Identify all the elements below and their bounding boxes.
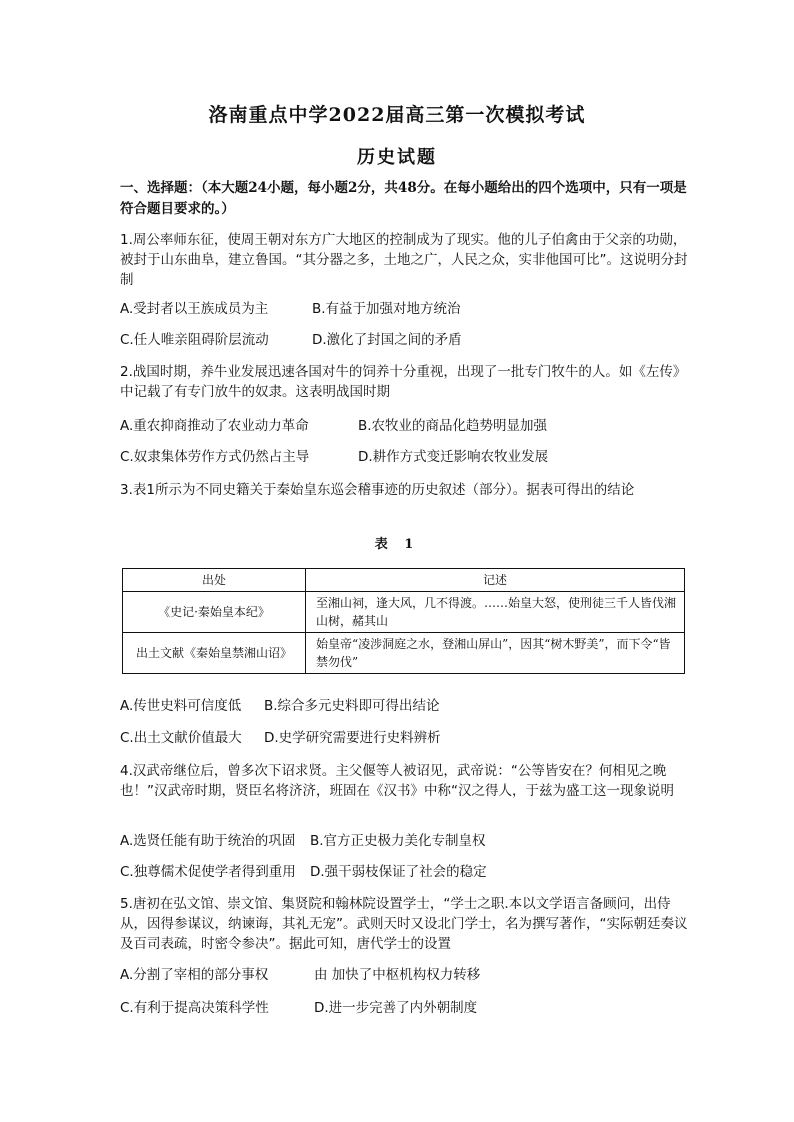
table-row <box>123 592 685 633</box>
question-2-option-d: D.耕作方式变迁影响农牧业发展 <box>358 449 549 465</box>
question-1-option-a: A.受封者以王族成员为主 <box>120 301 269 317</box>
section-instructions: 一、选择题：（本大题24小题，每小题2分，共48分。在每小题给出的四个选项中，只有一项是符合题目要求的。） <box>120 180 687 217</box>
question-1-option-b: B.有益于加强对地方统治 <box>312 301 461 317</box>
question-4-stem: 4.汉武帝继位后，曾多次下诏求贤。主父偃等人被诏见，武帝说：“公等皆安在？何相见之晚也！”汉武帝时期，贤臣名将济济，班固在《汉书》中称“汉之得人，于兹为盛工这一现象说明 <box>120 763 674 799</box>
question-4-option-b: B.官方正史极力美化专制皇权 <box>310 833 486 849</box>
table-cell-source: 《史记·秦始皇本纪》 <box>123 592 306 633</box>
question-2-option-a: A.重农抑商推动了农业动力革命 <box>120 418 309 434</box>
question-5-option-a: A.分割了宰相的部分事权 <box>120 967 269 983</box>
question-4-option-d: D.强干弱枝保证了社会的稳定 <box>310 864 487 880</box>
table-caption: 表 1 <box>374 537 420 552</box>
question-2-option-b: B.农牧业的商品化趋势明显加强 <box>358 418 548 434</box>
question-3-option-d: D.史学研究需要进行史料辨析 <box>264 730 441 746</box>
question-1-option-d: D.激化了封国之间的矛盾 <box>312 332 462 348</box>
question-1-stem: 1.周公率师东征，使周王朝对东方广大地区的控制成为了现实。他的儿子伯禽由于父亲的功勋，被封于山东曲阜，建立鲁国。“其分器之多，土地之广，人民之众，实非他国可比”。这说明分封制 <box>120 232 688 288</box>
table-cell-record: 始皇帝“凌涉洞庭之水，登湘山屏山”，因其“树木野美”，而下令“皆禁勿伐” <box>306 633 685 674</box>
question-1-option-c: C.任人唯亲阻碍阶层流动 <box>120 332 269 348</box>
question-3-stem: 3.表1所示为不同史籍关于秦始皇东巡会稽事迹的历史叙述（部分）。据表可得出的结论 <box>120 482 635 498</box>
table-header-source: 出处 <box>123 569 306 592</box>
table-cell-source: 出土文献《秦始皇禁湘山诏》 <box>123 633 306 674</box>
question-5-option-b: 由 加快了中枢机构权力转移 <box>314 967 481 983</box>
table-cell-record: 至湘山祠，逢大风，几不得渡。……始皇大怒，使刑徒三千人皆伐湘山树，赭其山 <box>306 592 685 633</box>
question-2-stem: 2.战国时期，养牛业发展迅速各国对牛的饲养十分重视，出现了一批专门牧牛的人。如《左传》中记载了有专门放牛的奴隶。这表明战国时期 <box>120 364 687 400</box>
question-3-option-a: A.传世史料可信度低 <box>120 698 242 714</box>
question-4-option-c: C.独尊儒术促使学者得到重用 <box>120 864 296 880</box>
table-row <box>123 633 685 674</box>
question-3-option-b: B.综合多元史料即可得出结论 <box>264 698 440 714</box>
source-table <box>122 568 685 674</box>
exam-title: 洛南重点中学2022届高三第一次模拟考试 <box>208 104 586 126</box>
table-header-row <box>123 569 685 592</box>
question-3-option-c: C.出土文献价值最大 <box>120 730 242 746</box>
question-2-option-c: C.奴隶集体劳作方式仍然占主导 <box>120 449 310 465</box>
table-header-record: 记述 <box>306 569 685 592</box>
question-4-option-a: A.选贤任能有助于统治的巩固 <box>120 833 296 849</box>
question-5-stem: 5.唐初在弘文馆、崇文馆、集贤院和翰林院设置学士，“学士之职.本以文学语言备顾问，出侍从，因得参谋议，纳谏诲，其礼无宠”。武则天时又设北门学士，名为撰写著作，“实际朝廷奏议及百司表疏，时密令参决”。据此可知，唐代学士的设置 <box>120 896 688 952</box>
question-5-option-d: D.进一步完善了内外朝制度 <box>314 1000 478 1016</box>
question-5-option-c: C.有利于提高决策科学性 <box>120 1000 269 1016</box>
exam-subtitle: 历史试题 <box>357 147 437 168</box>
